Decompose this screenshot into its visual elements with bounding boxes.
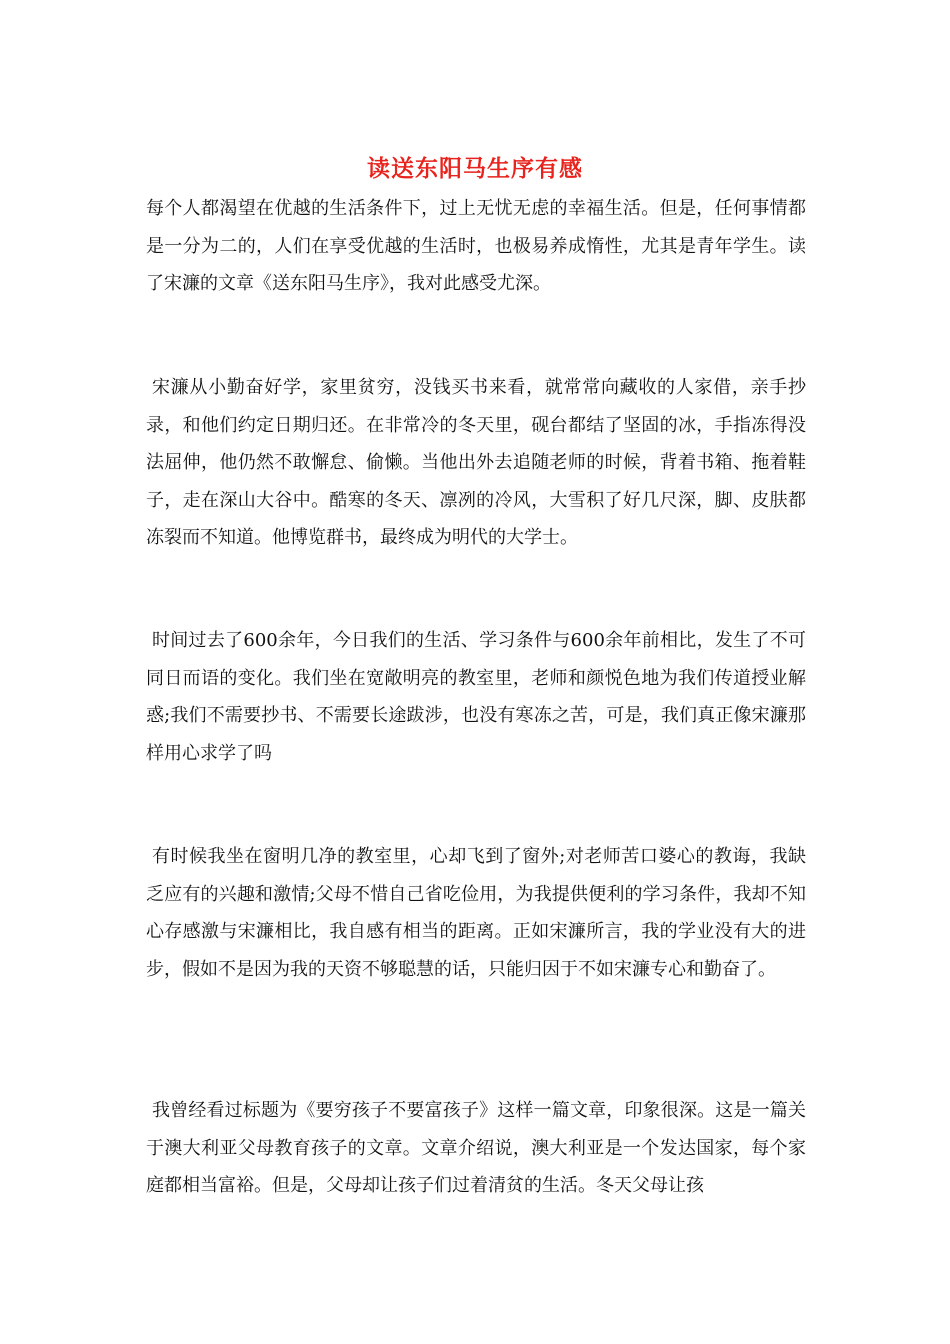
paragraph-1: 每个人都渴望在优越的生活条件下，过上无忧无虑的幸福生活。但是，任何事情都是一分为二的，人们在享受优越的生活时，也极易养成惰性，尤其是青年学生。读了宋濂的文章《送东阳马生序》，我对此感受尤深。: [146, 198, 806, 294]
paragraph-5: 我曾经看过标题为《要穷孩子不要富孩子》这样一篇文章，印象很深。这是一篇关于澳大利亚父母教育孩子的文章。文章介绍说，澳大利亚是一个发达国家，每个家庭都相当富裕。但是，父母却让孩子们过着清贫的生活。冬天父母让孩: [146, 1100, 806, 1196]
document-title: 读送东阳马生序有感: [367, 155, 583, 182]
paragraph-2: 宋濂从小勤奋好学，家里贫穷，没钱买书来看，就常常向藏收的人家借，亲手抄录，和他们约定日期归还。在非常冷的冬天里，砚台都结了坚固的冰，手指冻得没法屈伸，他仍然不敢懈怠、偷懒。当他出外去追随老师的时候，背着书箱、拖着鞋子，走在深山大谷中。酷寒的冬天、凛冽的冷风，大雪积了好几尺深，脚、皮肤都冻裂而不知道。他博览群书，最终成为明代的大学士。: [146, 377, 806, 548]
paragraph-4: 有时候我坐在窗明几净的教室里，心却飞到了窗外;对老师苦口婆心的教诲，我缺乏应有的兴趣和激情;父母不惜自己省吃俭用，为我提供便利的学习条件，我却不知心存感激与宋濂相比，我自感有相当的距离。正如宋濂所言，我的学业没有大的进步，假如不是因为我的天资不够聪慧的话，只能归因于不如宋濂专心和勤奋了。: [146, 846, 806, 980]
paragraph-3: 时间过去了600余年，今日我们的生活、学习条件与600余年前相比，发生了不可同日而语的变化。我们坐在宽敞明亮的教室里，老师和颜悦色地为我们传道授业解惑;我们不需要抄书、不需要长途跋涉，也没有寒冻之苦，可是，我们真正像宋濂那样用心求学了吗: [146, 630, 806, 764]
